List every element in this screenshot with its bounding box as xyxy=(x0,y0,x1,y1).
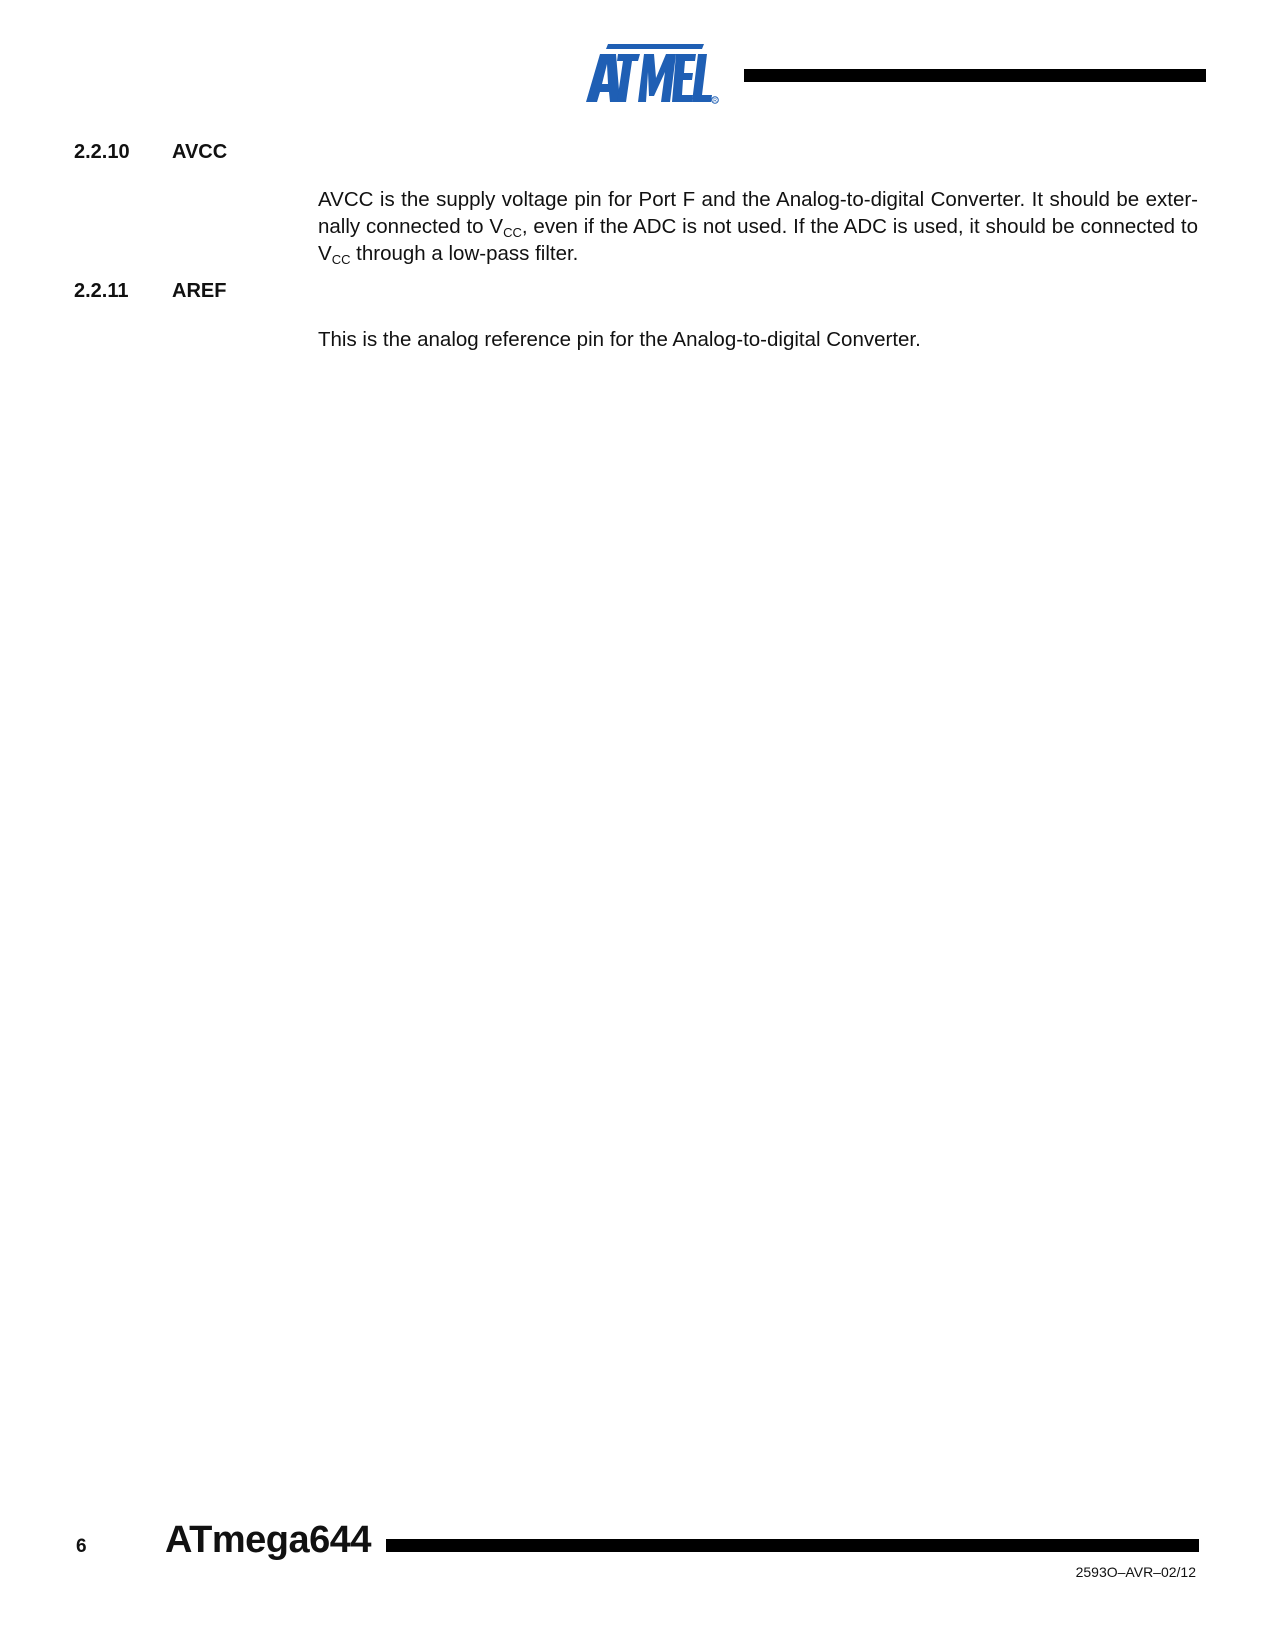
document-code: 2593O–AVR–02/12 xyxy=(1075,1564,1196,1580)
header-bar xyxy=(744,69,1206,82)
section-body: This is the analog reference pin for the Analog-to-digital Converter. xyxy=(318,328,921,351)
section-body xyxy=(318,186,1198,267)
section-title: AVCC xyxy=(172,141,228,163)
section-number: 2.2.10 xyxy=(74,141,130,163)
subscript: CC xyxy=(503,225,522,240)
atmel-logo xyxy=(586,44,722,106)
svg-text:R: R xyxy=(713,98,717,104)
subscript: CC xyxy=(331,252,351,267)
footer-bar xyxy=(386,1539,1199,1552)
document-title: ATmega644 xyxy=(165,1519,372,1561)
section-number: 2.2.11 xyxy=(74,280,129,302)
body-text-run: AVCC is the supply voltage pin for Port F and the Analog-to-digital Converter. It should be exter-nally connected to V xyxy=(318,188,1198,238)
body-text-run: , even if the ADC is not used. If the ADC is used, it should be connected to V xyxy=(318,215,1198,265)
section-title: AREF xyxy=(172,280,227,302)
body-text-run: through a low-pass filter. xyxy=(350,242,579,265)
page-number: 6 xyxy=(76,1536,87,1557)
